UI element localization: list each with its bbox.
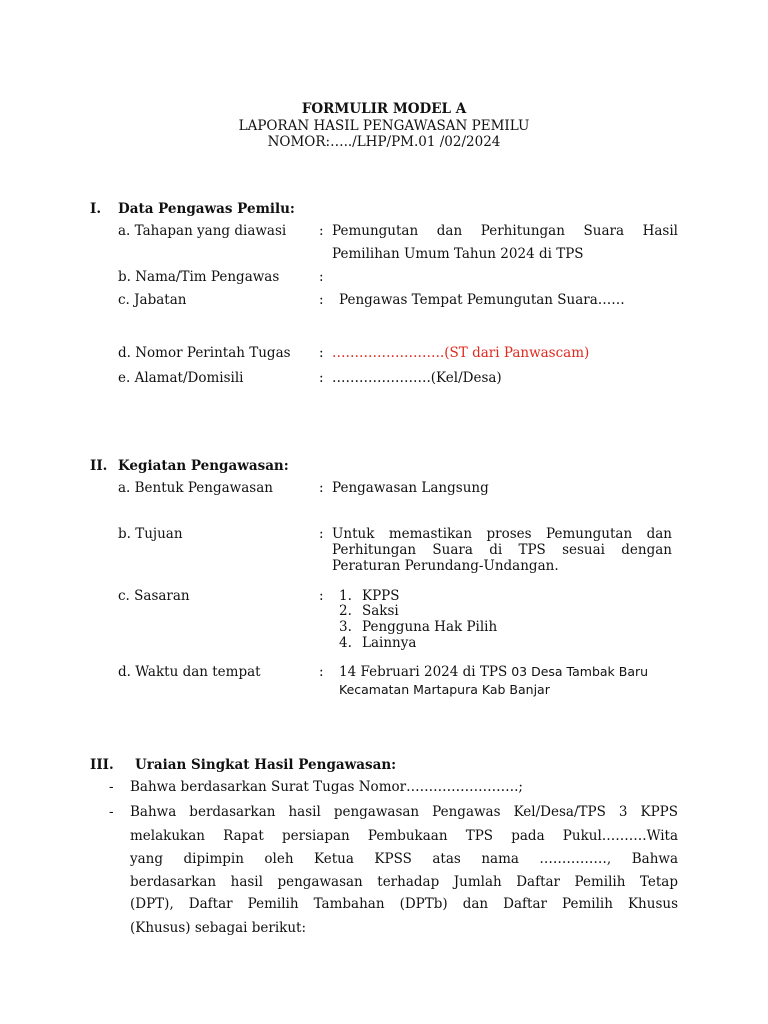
waktu-place: 03 Desa Tambak Baru xyxy=(507,664,649,679)
field-label-waktu: d. Waktu dan tempat xyxy=(118,664,261,680)
paragraph-line: berdasarkan hasil pengawasan terhadap Jumlah Daftar Pemilih Tetap xyxy=(130,874,678,890)
field-label-nama: b. Nama/Tim Pengawas xyxy=(118,269,280,285)
section2-numeral: II. xyxy=(90,458,108,474)
field-label-alamat: e. Alamat/Domisili xyxy=(118,370,244,386)
field-value-waktu-line1 xyxy=(339,664,648,680)
list-number: 2. xyxy=(339,603,352,619)
paragraph-line: yang dipimpin oleh Ketua KPSS atas nama ……………, Bahwa xyxy=(130,851,678,867)
paragraph-line: melakukan Rapat persiapan Pembukaan TPS pada Pukul……….Wita xyxy=(130,828,678,844)
field-value-alamat: ………………….(Kel/Desa) xyxy=(332,370,502,386)
field-colon: : xyxy=(319,269,324,285)
list-item: Saksi xyxy=(362,603,399,619)
list-item: Pengguna Hak Pilih xyxy=(362,619,498,635)
field-value-tujuan-line3: Peraturan Perundang-Undangan. xyxy=(332,558,559,574)
field-colon: : xyxy=(319,292,324,308)
field-value-waktu-line2: Kecamatan Martapura Kab Banjar xyxy=(339,682,550,697)
section1-heading: Data Pengawas Pemilu: xyxy=(118,201,295,217)
field-label-bentuk: a. Bentuk Pengawasan xyxy=(118,480,273,496)
paragraph-line: (DPT), Daftar Pemilih Tambahan (DPTb) dan Daftar Pemilih Khusus xyxy=(130,896,678,912)
field-colon: : xyxy=(319,345,324,361)
field-value-tahapan-line2: Pemilihan Umum Tahun 2024 di TPS xyxy=(332,246,584,262)
waktu-date: 14 Februari 2024 di TPS xyxy=(339,664,508,680)
field-colon: : xyxy=(319,664,324,680)
field-value-jabatan: Pengawas Tempat Pemungutan Suara…… xyxy=(339,292,625,308)
field-value-nomor-perintah: …………………….(ST dari Panwascam) xyxy=(332,345,590,361)
field-colon: : xyxy=(319,223,324,239)
field-label-sasaran: c. Sasaran xyxy=(118,588,190,604)
field-colon: : xyxy=(319,480,324,496)
field-colon: : xyxy=(319,588,324,604)
paragraph-line: Bahwa berdasarkan Surat Tugas Nomor…………………….; xyxy=(130,779,523,795)
bullet-dash: - xyxy=(109,779,114,795)
paragraph-line: (Khusus) sebagai berikut: xyxy=(130,920,307,936)
list-item: Lainnya xyxy=(362,635,417,651)
form-number: NOMOR:…../LHP/PM.01 /02/2024 xyxy=(267,134,501,150)
field-label-nomor-perintah: d. Nomor Perintah Tugas xyxy=(118,345,291,361)
field-label-tahapan: a. Tahapan yang diawasi xyxy=(118,223,287,239)
bullet-dash: - xyxy=(109,804,114,820)
section1-numeral: I. xyxy=(90,201,102,217)
field-value-tujuan-line1: Untuk memastikan proses Pemungutan dan xyxy=(332,526,672,542)
list-item: KPPS xyxy=(362,588,400,604)
field-value-tahapan-line1: Pemungutan dan Perhitungan Suara Hasil xyxy=(332,223,678,239)
section3-numeral: III. xyxy=(90,757,114,773)
list-number: 3. xyxy=(339,619,352,635)
field-colon: : xyxy=(319,370,324,386)
list-number: 4. xyxy=(339,635,352,651)
field-value-bentuk: Pengawasan Langsung xyxy=(332,480,489,496)
form-title: FORMULIR MODEL A xyxy=(301,101,467,117)
field-value-tujuan-line2: Perhitungan Suara di TPS sesuai dengan xyxy=(332,542,672,558)
field-colon: : xyxy=(319,526,324,542)
list-number: 1. xyxy=(339,588,352,604)
section2-heading: Kegiatan Pengawasan: xyxy=(118,458,289,474)
section3-heading: Uraian Singkat Hasil Pengawasan: xyxy=(135,757,397,773)
paragraph-line: Bahwa berdasarkan hasil pengawasan Pengawas Kel/Desa/TPS 3 KPPS xyxy=(130,804,678,820)
field-label-jabatan: c. Jabatan xyxy=(118,292,187,308)
form-subtitle: LAPORAN HASIL PENGAWASAN PEMILU xyxy=(238,118,530,134)
field-label-tujuan: b. Tujuan xyxy=(118,526,183,542)
